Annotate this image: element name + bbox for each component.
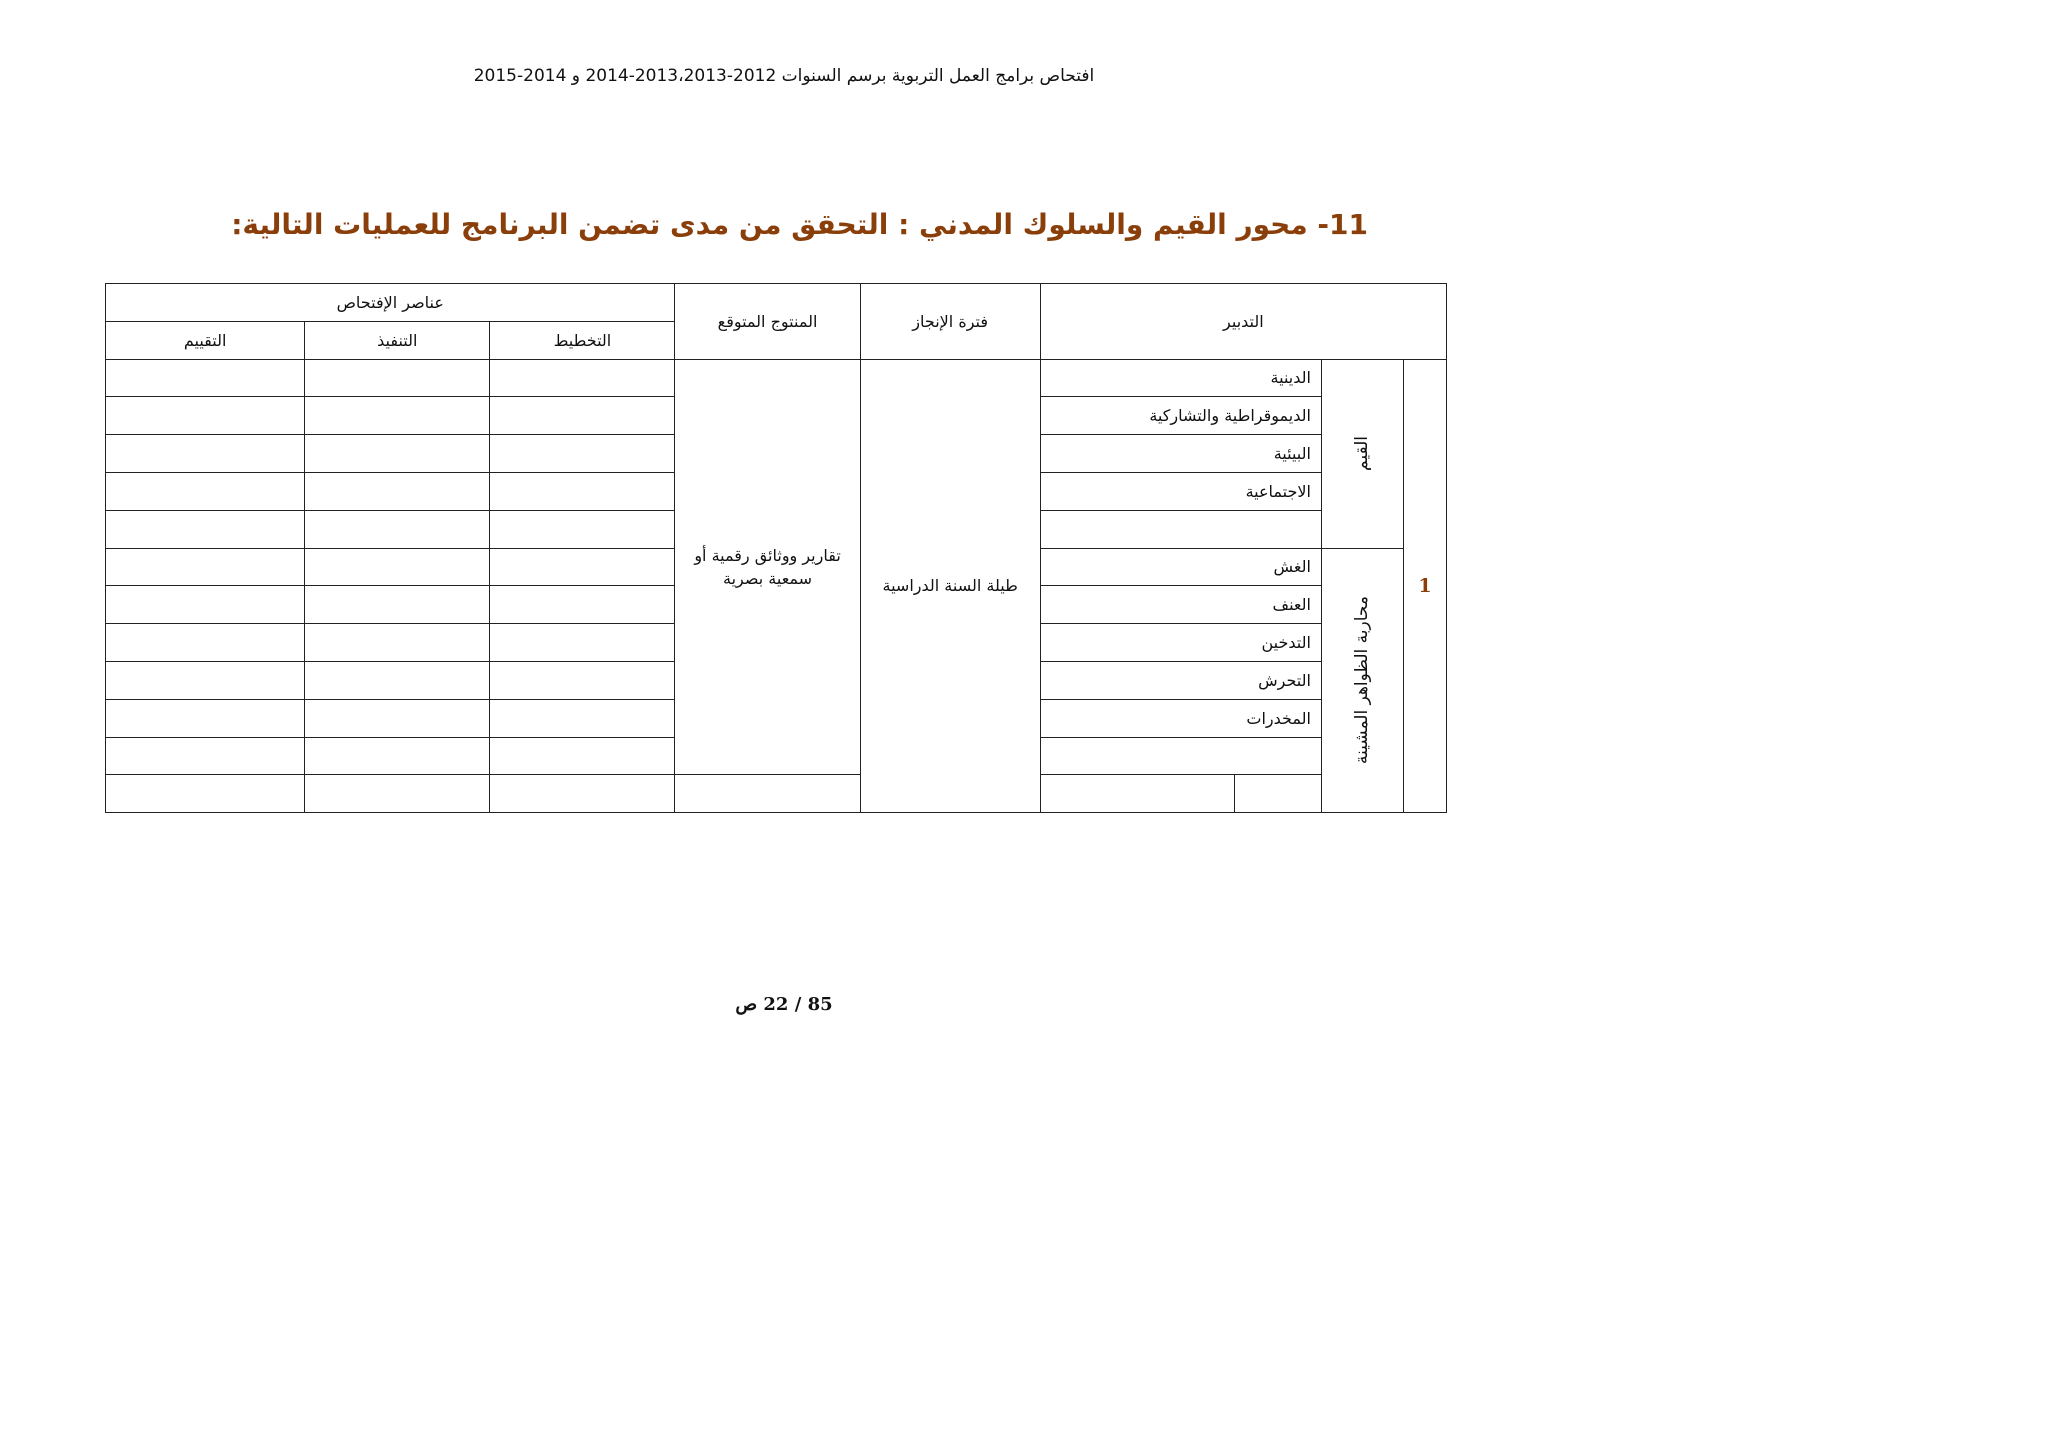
group-phenomena-label: محاربة الظواهر المشينة [1352, 596, 1373, 765]
evaluation-cell [106, 737, 305, 775]
planning-cell [490, 737, 675, 775]
header-evaluation: التقييم [106, 321, 305, 359]
planning-cell [490, 661, 675, 699]
planning-cell [490, 775, 675, 813]
execution-cell [305, 737, 490, 775]
evaluation-cell [106, 510, 305, 548]
phenomena-item-empty [1040, 737, 1321, 775]
planning-cell [490, 435, 675, 473]
header-planning: التخطيط [490, 321, 675, 359]
execution-cell [305, 775, 490, 813]
phenomena-item: المخدرات [1040, 699, 1321, 737]
running-header: افتحاص برامج العمل التربوية برسم السنوات 2012-2013،2013-2014 و 2014-2015 [473, 66, 1095, 86]
planning-cell [490, 548, 675, 586]
execution-cell [305, 472, 490, 510]
values-item: الديموقراطية والتشاركية [1040, 397, 1321, 435]
execution-cell [305, 359, 490, 397]
execution-cell [305, 699, 490, 737]
evaluation-cell [106, 397, 305, 435]
header-execution: التنفيذ [305, 321, 490, 359]
header-period: فترة الإنجاز [860, 284, 1040, 360]
planning-cell [490, 472, 675, 510]
execution-cell [305, 397, 490, 435]
section-title: 11- محور القيم والسلوك المدني : التحقق من مدى تضمن البرنامج للعمليات التالية: [231, 208, 1368, 241]
product-cell [675, 359, 860, 775]
phenomena-item: الغش [1040, 548, 1321, 586]
phenomena-item: التحرش [1040, 661, 1321, 699]
header-tadbir: التدبير [1040, 284, 1446, 360]
evaluation-cell [106, 624, 305, 662]
split-cell-right [1234, 775, 1321, 813]
product-cell-empty [675, 775, 860, 813]
planning-cell [490, 359, 675, 397]
values-item-empty [1040, 510, 1321, 548]
page-number: 85 / 22 ص [735, 994, 833, 1015]
header-row-1 [106, 284, 1447, 322]
planning-cell [490, 397, 675, 435]
execution-cell [305, 435, 490, 473]
execution-cell [305, 624, 490, 662]
evaluation-cell [106, 472, 305, 510]
table-row [106, 775, 1447, 813]
evaluation-cell [106, 586, 305, 624]
row-number: 1 [1403, 359, 1446, 813]
group-values-cell [1321, 359, 1403, 548]
execution-cell [305, 661, 490, 699]
evaluation-cell [106, 548, 305, 586]
planning-cell [490, 699, 675, 737]
header-product: المنتوج المتوقع [675, 284, 860, 360]
product-line-2: سمعية بصرية [723, 568, 813, 588]
evaluation-cell [106, 661, 305, 699]
table-row [106, 359, 1447, 397]
audit-table [105, 283, 1447, 813]
product-line-1: تقارير ووثائق رقمية أو [694, 545, 841, 565]
header-audit-elements: عناصر الإفتحاص [106, 284, 675, 322]
evaluation-cell [106, 699, 305, 737]
group-phenomena-cell [1321, 548, 1403, 813]
group-values-label: القيم [1352, 436, 1373, 472]
values-item: الدينية [1040, 359, 1321, 397]
phenomena-item: التدخين [1040, 624, 1321, 662]
evaluation-cell [106, 775, 305, 813]
evaluation-cell [106, 435, 305, 473]
execution-cell [305, 510, 490, 548]
values-item: الاجتماعية [1040, 472, 1321, 510]
planning-cell [490, 586, 675, 624]
split-cell-left [1040, 775, 1234, 813]
planning-cell [490, 510, 675, 548]
planning-cell [490, 624, 675, 662]
execution-cell [305, 548, 490, 586]
values-item: البيئية [1040, 435, 1321, 473]
evaluation-cell [106, 359, 305, 397]
period-cell: طيلة السنة الدراسية [860, 359, 1040, 813]
phenomena-item: العنف [1040, 586, 1321, 624]
execution-cell [305, 586, 490, 624]
